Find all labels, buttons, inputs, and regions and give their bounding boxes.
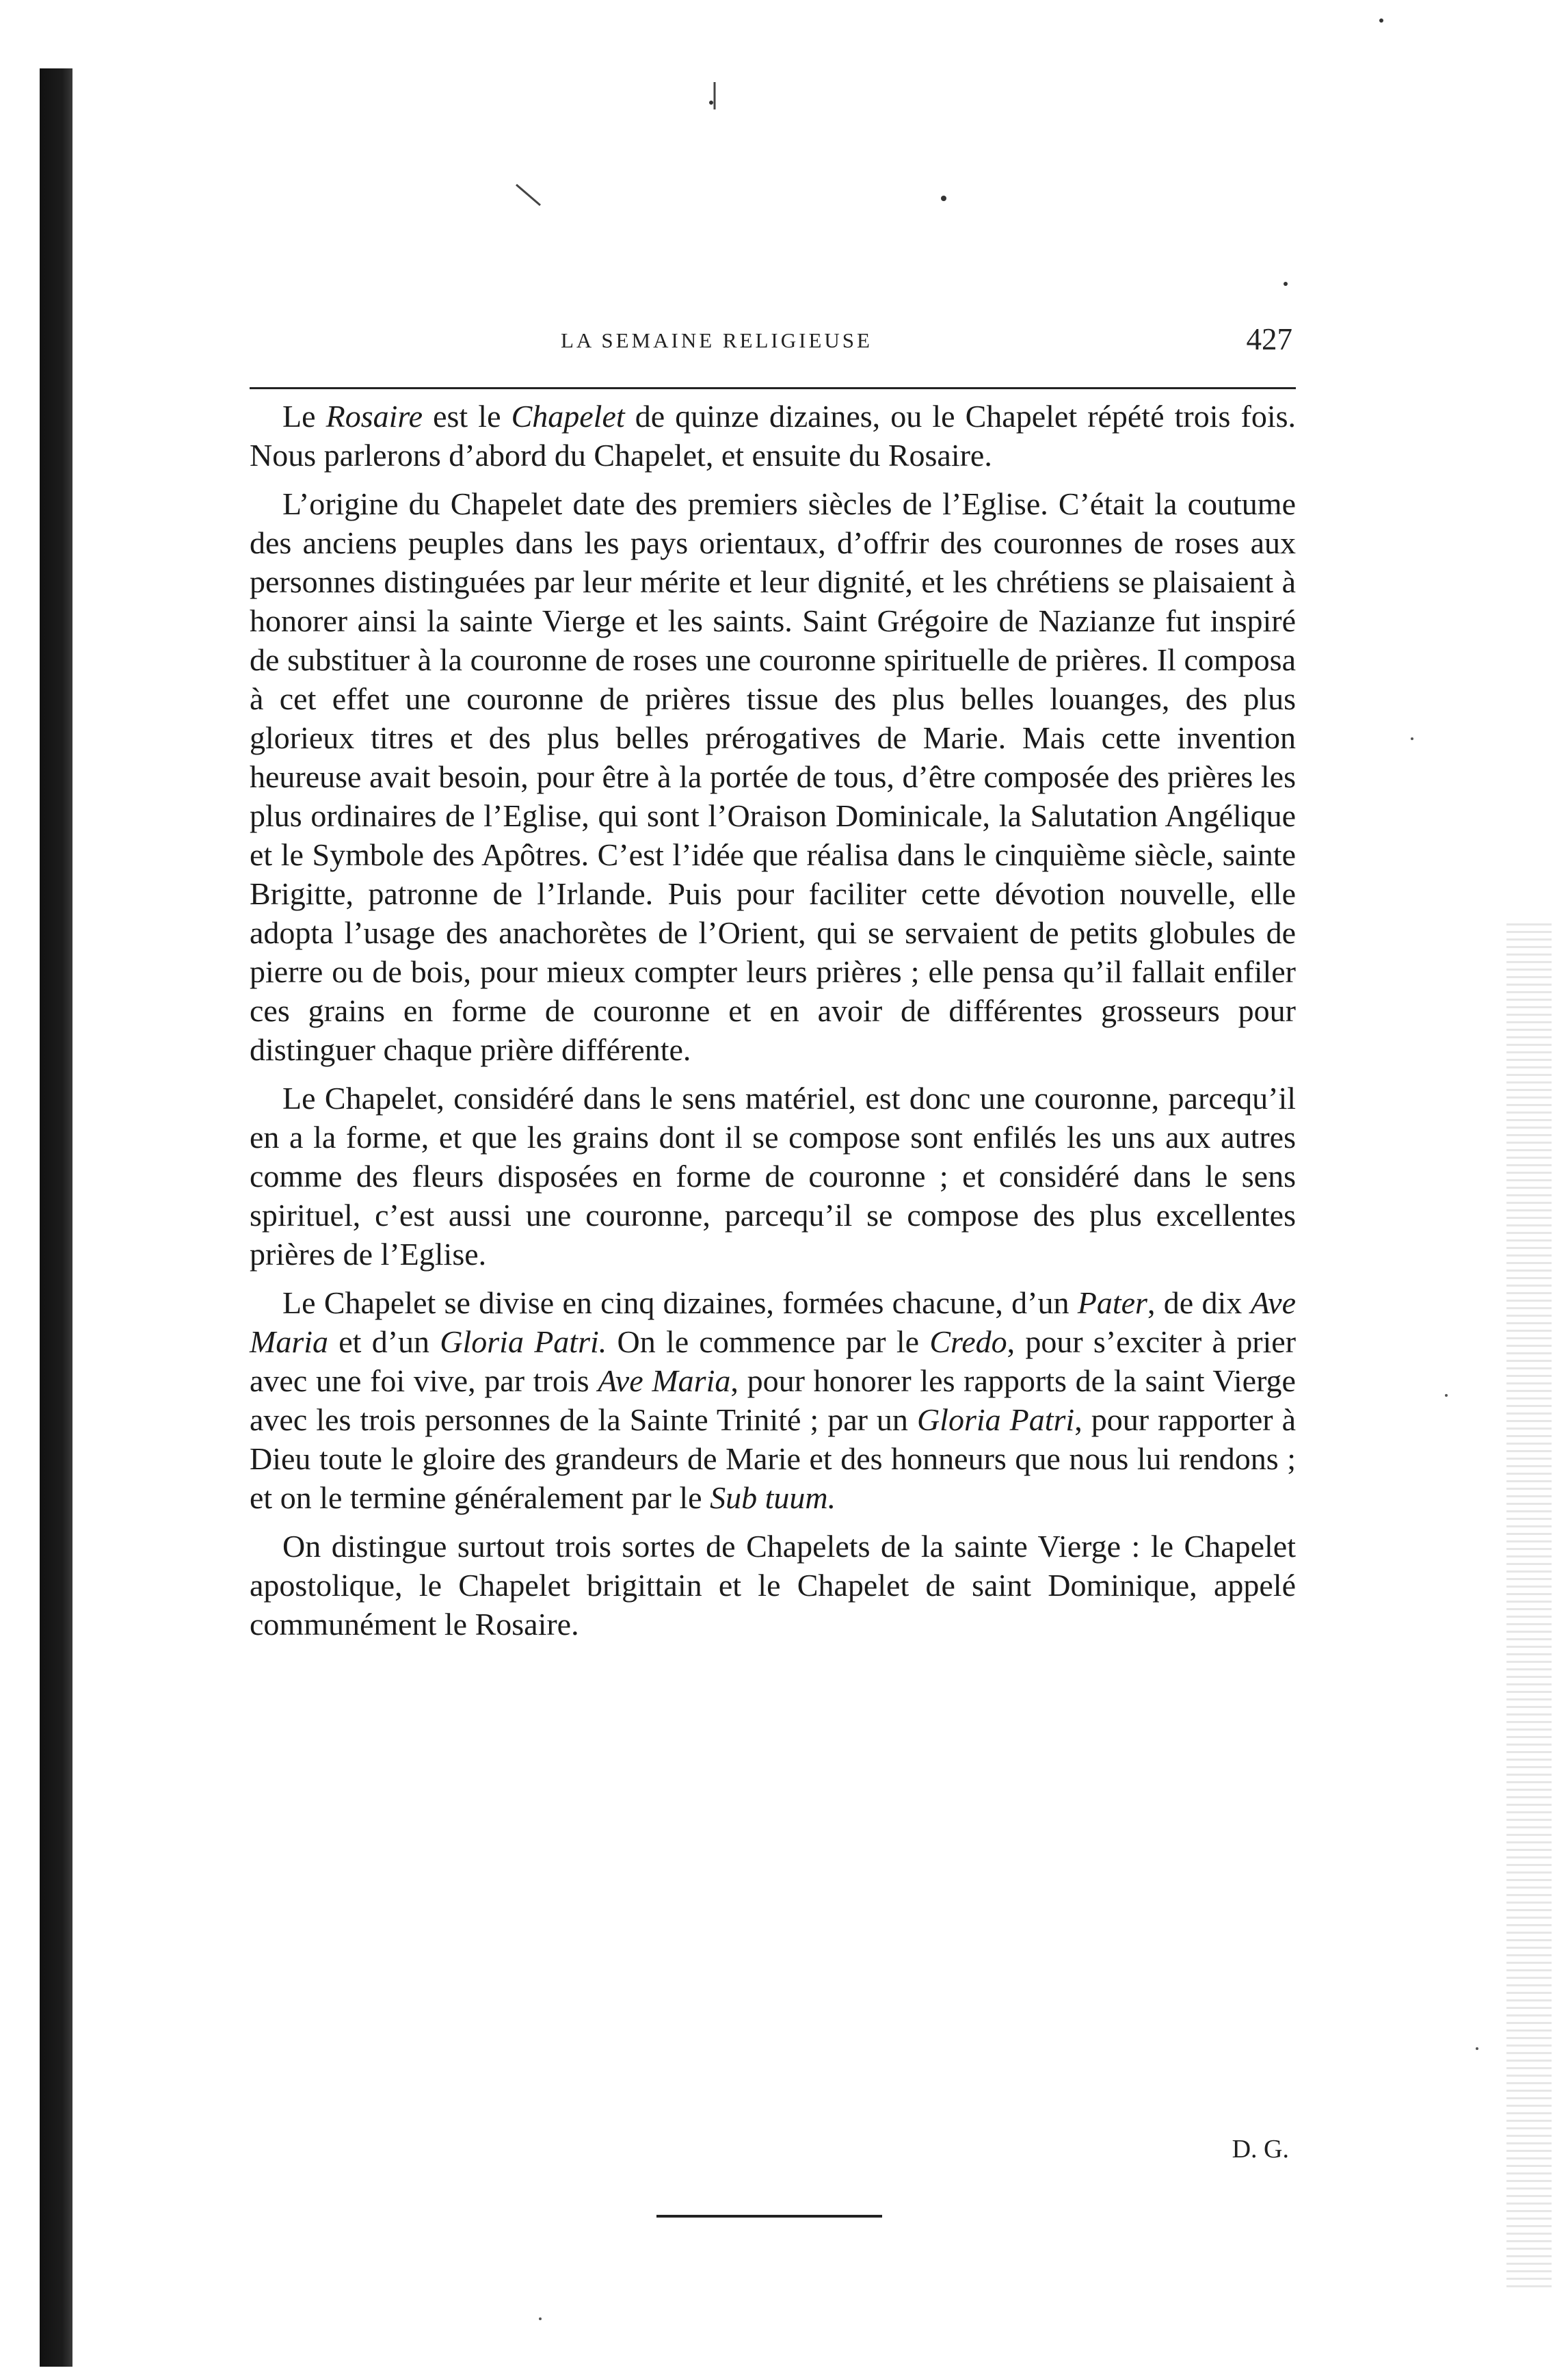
- text-run: L’origine du Chapelet date des premiers siècles de l’Eglise. C’était la coutume des anciens peuples dans les pays orientaux, d’offrir des couronnes de roses aux personnes distinguées par leur mérite et leur dignité, et les chrétiens se plaisaient à honorer ainsi la sainte Vierge et les saints. Saint Grégoire de Nazianze fut inspiré de substituer à la couronne de roses une couronne spirituelle de prières. Il composa à cet effet une couronne de prières tissue des plus belles louanges, des plus glorieux titres et des plus belles prérogatives de Marie. Mais cette invention heureuse avait besoin, pour être à la portée de tous, d’être composée des prières les plus ordinaires de l’Eglise, qui sont l’Oraison Dominicale, la Salutation Angélique et le Symbole des Apôtres. C’est l’idée que réalisa dans le cinquième siècle, sainte Brigitte, patronne de l’Irlande. Puis pour faciliter cette dévotion nouvelle, elle adopta l’usage des anachorètes de l’Orient, qui se servaient de petits globules de pierre ou de bois, pour mieux compter leurs prières ; elle pensa qu’il fallait enfiler ces grains en forme de couronne et en avoir de différentes grosseurs pour distinguer chaque prière différente.: [250, 486, 1296, 1067]
- text-run: Le: [282, 399, 326, 434]
- page-header: [561, 321, 1292, 364]
- paragraph: [250, 397, 1296, 475]
- header-rule: [250, 387, 1296, 389]
- italic-run: Ave Maria: [598, 1363, 731, 1398]
- italic-run: Chapelet: [511, 399, 625, 434]
- running-title: LA SEMAINE RELIGIEUSE: [561, 328, 873, 352]
- text-run: On le commence par le: [607, 1324, 930, 1359]
- text-run: de quinze dizaines, ou le Chapelet répété trois fois. Nous parlerons d’abord du Chapelet, et ensuite du Rosaire.: [250, 399, 1296, 473]
- text-run: Le Chapelet, considéré dans le sens matériel, est donc une couronne, parcequ’il en a la forme, et que les grains dont il se compose sont enfilés les uns aux autres comme des fleurs disposées en forme de couronne ; et considéré dans le sens spirituel, c’est aussi une couronne, parcequ’il se compose des plus excellentes prières de l’Eglise.: [250, 1081, 1296, 1272]
- paragraph: [250, 484, 1296, 1069]
- page-number: 427: [1246, 322, 1292, 356]
- text-run: On distingue surtout trois sortes de Chapelets de la sainte Vierge : le Chapelet apostolique, le Chapelet brigittain et le Chapelet de saint Dominique, appelé communément le Rosaire.: [250, 1529, 1296, 1642]
- text-run: est le: [423, 399, 511, 434]
- text-run: , de dix: [1147, 1285, 1251, 1320]
- italic-run: Ave Maria: [250, 1285, 1296, 1359]
- italic-run: Pater: [1077, 1285, 1147, 1320]
- italic-run: Gloria Patri.: [440, 1324, 607, 1359]
- author-signature: D. G.: [1232, 2135, 1289, 2164]
- text-run: et d’un: [328, 1324, 440, 1359]
- text-run: , pour s’exciter à prier avec une foi vive, par trois: [250, 1324, 1297, 1398]
- italic-run: Sub tuum.: [710, 1480, 836, 1515]
- binding-shadow: [40, 68, 72, 2367]
- page-edge-noise: [1506, 923, 1552, 2291]
- italic-run: Gloria Patri: [916, 1402, 1075, 1437]
- text-run: Le Chapelet se divise en cinq dizaines, formées chacune, d’un: [282, 1285, 1078, 1320]
- paragraph: [250, 1283, 1296, 1517]
- end-rule: [656, 2215, 882, 2218]
- paragraph: [250, 1079, 1296, 1274]
- text-run: , pour honorer les rapports de la saint Vierge avec les trois personnes de la Sainte Trinité ; par un: [250, 1363, 1296, 1437]
- article-body: [250, 397, 1296, 1653]
- italic-run: Credo: [929, 1324, 1007, 1359]
- italic-run: Rosaire: [325, 399, 423, 434]
- text-run: , pour rapporter à Dieu toute le gloire des grandeurs de Marie et des honneurs que nous lui rendons ; et on le termine généralement par le: [250, 1402, 1296, 1515]
- paragraph: [250, 1527, 1296, 1644]
